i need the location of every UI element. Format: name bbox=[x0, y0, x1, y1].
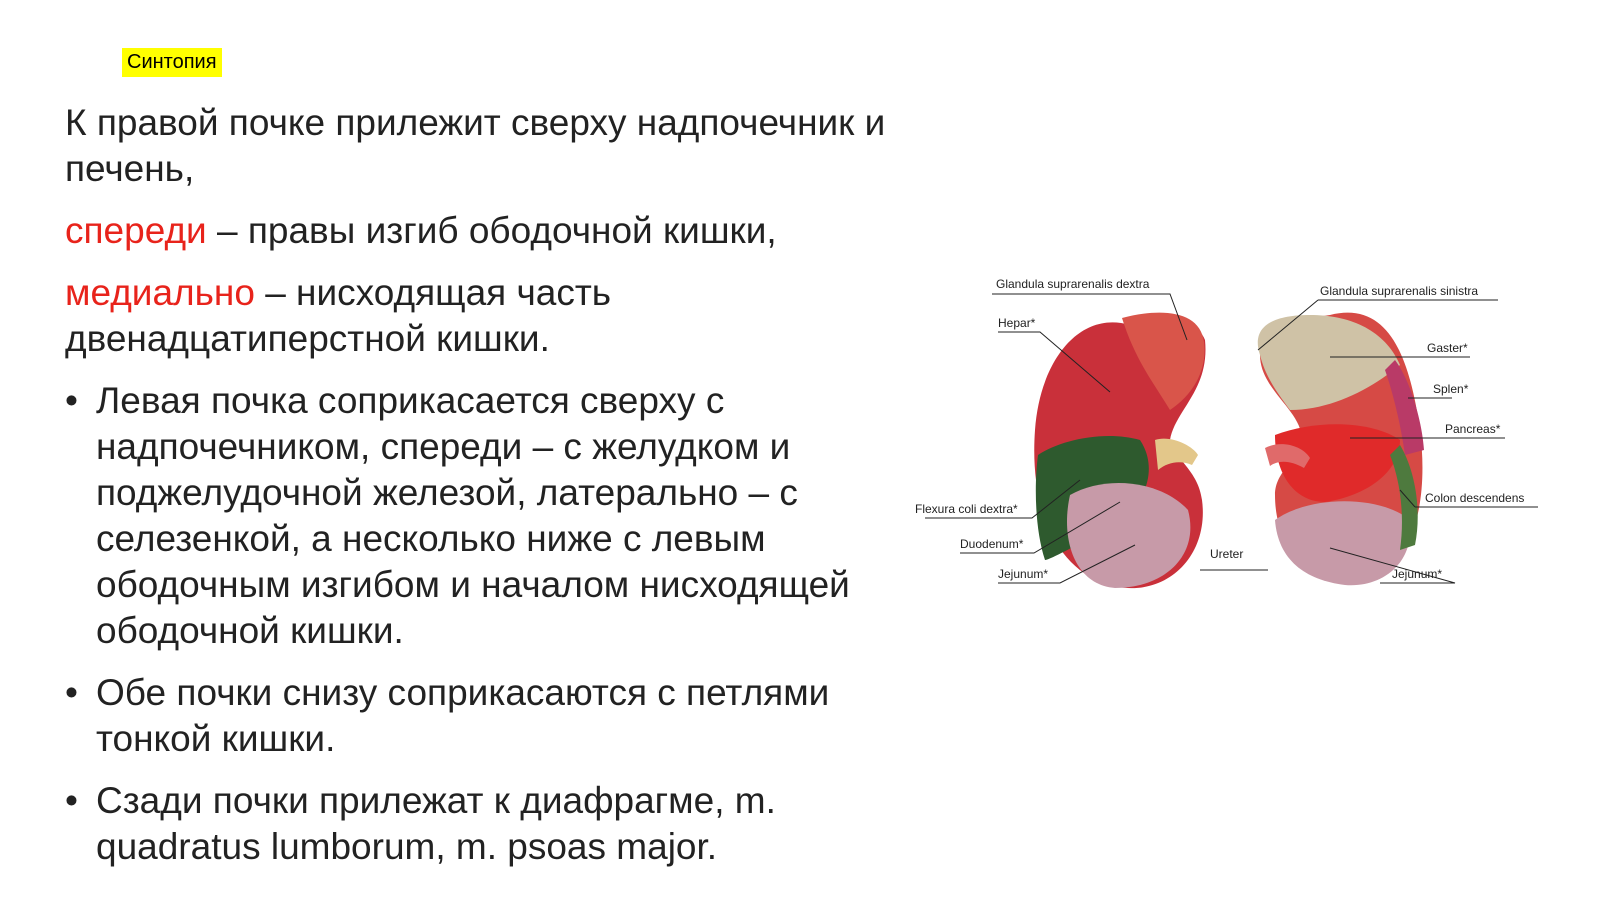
right-kidney bbox=[1034, 313, 1205, 588]
bullet-posterior bbox=[65, 778, 905, 870]
paragraph-right-kidney-top: К правой почке прилежит сверху надпочечник и печень, bbox=[65, 102, 886, 189]
accent-word-medial: медиально bbox=[65, 272, 255, 313]
label-gsd: Glandula suprarenalis dextra bbox=[996, 277, 1150, 291]
bullet-dot: • bbox=[65, 672, 78, 713]
label-pancreas: Pancreas* bbox=[1445, 422, 1501, 436]
label-jejunum-right: Jejunum* bbox=[998, 567, 1049, 581]
bullet-both-kidneys bbox=[65, 670, 905, 762]
bullet-text: Левая почка соприкасается сверху с надпочечником, спереди – с желудком и поджелудочной железой, латерально – с селезенкой, а несколько ниже с левым ободочным изгибом и началом нисходящей ободочной кишки. bbox=[96, 380, 850, 651]
label-flexura: Flexura coli dextra* bbox=[915, 502, 1018, 516]
paragraph-anterior-text: – правы изгиб ободочной кишки, bbox=[206, 210, 777, 251]
bullet-left-kidney bbox=[65, 378, 913, 654]
kidney-syntopy-figure bbox=[915, 270, 1550, 600]
kidney-illustration bbox=[915, 270, 1550, 600]
bullet-dot: • bbox=[65, 780, 78, 821]
label-jejunum-left: Jejunum* bbox=[1392, 567, 1443, 581]
left-kidney bbox=[1258, 313, 1424, 586]
slide-body bbox=[65, 100, 905, 886]
label-splen: Splen* bbox=[1433, 382, 1469, 396]
label-duodenum: Duodenum* bbox=[960, 537, 1024, 551]
label-gaster: Gaster* bbox=[1427, 341, 1468, 355]
bullet-text: Обе почки снизу соприкасаются с петлями тонкой кишки. bbox=[96, 672, 830, 759]
label-hepar: Hepar* bbox=[998, 316, 1036, 330]
paragraph-anterior bbox=[65, 208, 905, 254]
section-tag: Синтопия bbox=[122, 48, 222, 77]
figure-labels bbox=[915, 277, 1524, 581]
bullet-dot: • bbox=[65, 380, 78, 421]
label-ureter: Ureter bbox=[1210, 547, 1244, 561]
accent-word-anterior: спереди bbox=[65, 210, 207, 251]
bullet-text: Сзади почки прилежат к диафрагме, m. quadratus lumborum, m. psoas major. bbox=[96, 780, 776, 867]
label-colon: Colon descendens bbox=[1425, 491, 1525, 505]
paragraph-medial bbox=[65, 270, 905, 362]
label-gss: Glandula suprarenalis sinistra bbox=[1320, 284, 1479, 298]
paragraph-medial-text: – нисходящая часть двенадцатиперстной кишки. bbox=[65, 272, 612, 359]
